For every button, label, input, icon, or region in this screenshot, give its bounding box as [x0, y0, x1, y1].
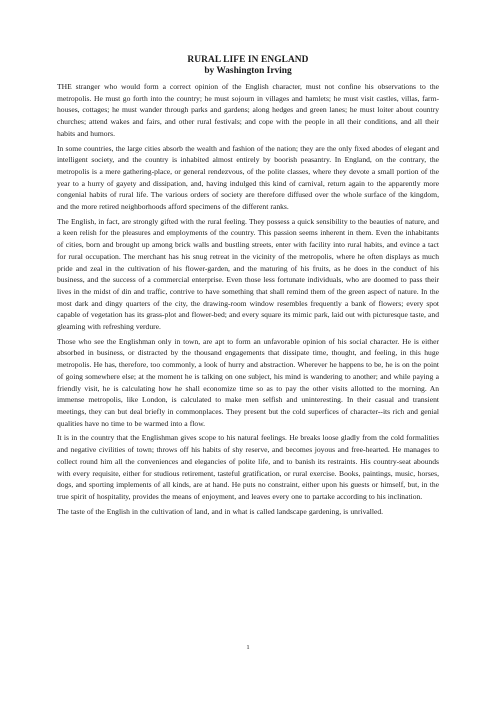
paragraph-2: In some countries, the large cities absorb the wealth and fashion of the nation; they are the only fixed abodes of elegant and intelligent society, and the country is inhabited almost entirely by boorish peasantry. In England, on the contrary, the metropolis is a mere gathering-place, or general rendezvous, of the polite classes, where they devote a small portion of the year to a hurry of gayety and dissipation, and, having indulged this kind of carnival, return again to the apparently more congenial habits of rural life. The various orders of society are therefore diffused over the whole surface of the kingdom, and the more retired neighborhoods afford specimens of the different ranks. — [57, 143, 439, 212]
page-number: 1 — [246, 644, 250, 651]
paragraph-6: The taste of the English in the cultivation of land, and in what is called landscape gardening, is unrivalled. — [57, 506, 384, 516]
document-author: by Washington Irving — [204, 66, 292, 76]
document-title: RURAL LIFE IN ENGLAND — [187, 55, 309, 65]
paragraph-3: The English, in fact, are strongly gifted with the rural feeling. They possess a quick sensibility to the beauties of nature, and a keen relish for the pleasures and employments of the country. This passion seems inherent in them. Even the inhabitants of cities, born and brought up among brick walls and bustling streets, enter with facility into rural habits, and evince a tact for rural occupation. The merchant has his snug retreat in the vicinity of the metropolis, where he often displays as much pride and zeal in the cultivation of his flower-garden, and the maturing of his fruits, as he does in the conduct of his business, and the success of a commercial enterprise. Even those less fortunate individuals, who are doomed to pass their lives in the midst of din and traffic, contrive to have something that shall remind them of the green aspect of nature. In the most dark and dingy quarters of the city, the drawing-room window resembles frequently a bank of flowers; every spot capable of vegetation has its grass-plot and flower-bed; and every square its mimic park, laid out with picturesque taste, and gleaming with refreshing verdure. — [57, 216, 439, 332]
paragraph-5: It is in the country that the Englishman gives scope to his natural feelings. He breaks loose gladly from the cold formalities and negative civilities of town; throws off his habits of shy reserve, and becomes joyous and free-hearted. He manages to collect round him all the conveniences and elegancies of polite life, and to banish its restraints. His country-seat abounds with every requisite, either for studious retirement, tasteful gratification, or rural exercise. Books, paintings, music, horses, dogs, and sporting implements of all kinds, are at hand. He puts no constraint, either upon his guests or himself, but, in the true spirit of hospitality, provides the means of enjoyment, and leaves every one to partake according to his inclination. — [57, 433, 439, 501]
document-body — [57, 55, 439, 520]
paragraph-4: Those who see the Englishman only in town, are apt to form an unfavorable opinion of his social character. He is either absorbed in business, or distracted by the thousand engagements that dissipate time, thought, and feeling, in this huge metropolis. He has, therefore, too commonly, a look of hurry and abstraction. Wherever he happens to be, he is on the point of going somewhere else; at the moment he is talking on one subject, his mind is wandering to another; and while paying a friendly visit, he is calculating how he shall economize time so as to pay the other visits allotted to the morning. An immense metropolis, like London, is calculated to make men selfish and uninteresting. In their casual and transient meetings, they can but deal briefly in commonplaces. They present but the cold superfices of character--its rich and genial qualities have no time to be warmed into a flow. — [57, 336, 439, 428]
paragraph-1: THE stranger who would form a correct opinion of the English character, must not confine his observations to the metropolis. He must go forth into the country; he must sojourn in villages and hamlets; he must visit castles, villas, farm-houses, cottages; he must wander through parks and gardens; along hedges and green lanes; he must loiter about country churches; attend wakes and fairs, and other rural festivals; and cope with the people in all their conditions, and all their habits and humors. — [57, 82, 439, 138]
